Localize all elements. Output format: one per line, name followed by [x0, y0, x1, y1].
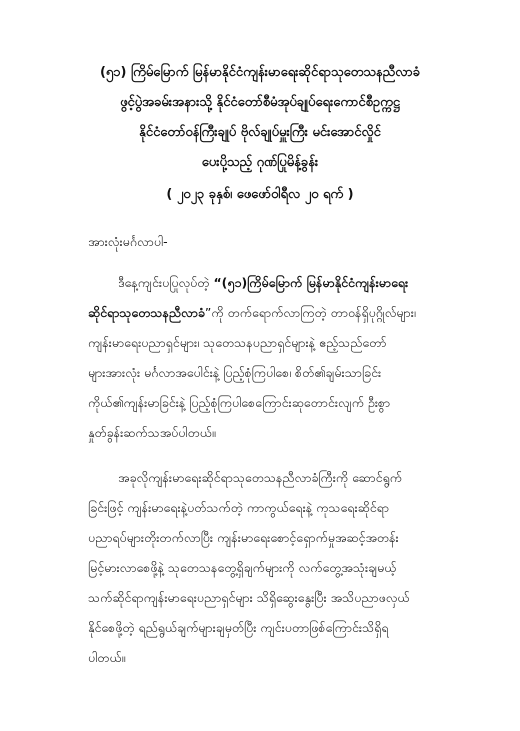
paragraph-2-line: သက်ဆိုင်ရာကျန်းမာရေးပညာရှင်များ သိရှိဆွေးနွေးပြီး အသိပညာဖလှယ် — [88, 590, 410, 605]
title-line-3: နိုင်ငံတော်ဝန်ကြီးချုပ် ဗိုလ်ချုပ်မှူးကြီး မင်းအောင်လှိုင် — [139, 125, 381, 140]
paragraph-1 — [88, 268, 438, 448]
paragraph-1-text: ဒီနေ့ကျင်းပပြုလုပ်တဲ့ — [118, 275, 214, 290]
paragraph-2-line: ခြင်းဖြင့် ကျန်းမာရေးနဲ့ပတ်သက်တဲ့ ကာကွယ်ရေးနဲ့ ကုသရေးဆိုင်ရာ — [88, 500, 389, 515]
title-line-1: (၅၁) ကြိမ်မြောက် မြန်မာနိုင်ငံကျန်းမာရေးဆိုင်ရာသုတေသနညီလာခံ — [99, 65, 421, 80]
conference-name-bold: ဆိုင်ရာသုတေသနညီလာခံ — [88, 305, 205, 320]
paragraph-2-line: မြင့်မားလာစေဖို့နဲ့ သုတေသနတွေ့ရှိချက်များကို လက်တွေ့အသုံးချမယ့် — [88, 560, 397, 575]
conference-name-bold: “(၅၁)ကြိမ်မြောက် မြန်မာနိုင်ငံကျန်းမာရေး — [213, 275, 409, 290]
paragraph-1-line: ကျန်းမာရေးပညာရှင်များ၊ သုတေသနပညာရှင်များနဲ့ ဧည့်သည်တော် — [88, 335, 387, 350]
paragraph-1-line: များအားလုံး မင်္ဂလာအပေါင်းနဲ့ ပြည့်စုံကြပါစေ၊ စိတ်၏ချမ်းသာခြင်း — [88, 365, 382, 380]
title-line-2: ဖွင့်ပွဲအခမ်းအနားသို့ နိုင်ငံတော်စီမံအုပ်ချုပ်ရေးကောင်စီဥက္ကဋ္ဌ — [120, 95, 400, 110]
paragraph-1-line: နှုတ်ခွန်းဆက်သအပ်ပါတယ်။ — [88, 425, 216, 440]
paragraph-2-line: ပညာရပ်များတိုးတက်လာပြီး ကျန်းမာရေးစောင့်ရှောက်မှုအဆင့်အတန်း — [88, 530, 399, 545]
paragraph-2-line: ပါတယ်။ — [88, 650, 126, 665]
paragraph-1-text: ”ကို တက်ရောက်လာကြတဲ့ တာဝန်ရှိပုဂ္ဂိုလ်များ၊ — [204, 305, 416, 320]
paragraph-1-line: ကိုယ်၏ကျန်းမာခြင်းနဲ့ ပြည့်စုံကြပါစေကြောင်းဆုတောင်းလျက် ဦးစွာ — [88, 395, 391, 410]
paragraph-1-line — [88, 298, 438, 328]
paragraph-2-line: နိုင်စေဖို့တဲ့ ရည်ရွယ်ချက်များချမှတ်ပြီး ကျင်းပတာဖြစ်ကြောင်းသိရှိရ — [88, 620, 389, 635]
speech-title — [40, 58, 480, 210]
paragraph-2 — [88, 463, 438, 673]
paragraph-2-line: အခုလိုကျန်းမာရေးဆိုင်ရာသုတေသနညီလာခံကြီးကို ဆောင်ရွက် — [118, 470, 402, 485]
speech-date: ( ၂၀၂၃ ခုနှစ်၊ ဖေဖော်ဝါရီလ ၂၀ ရက် ) — [166, 187, 354, 202]
paragraph-1-line — [88, 268, 438, 298]
salutation: အားလုံးမင်္ဂလာပါ- — [88, 234, 168, 249]
title-line-4: ပေးပို့သည့် ဂုဏ်ပြုမိန့်ခွန်း — [201, 155, 319, 170]
